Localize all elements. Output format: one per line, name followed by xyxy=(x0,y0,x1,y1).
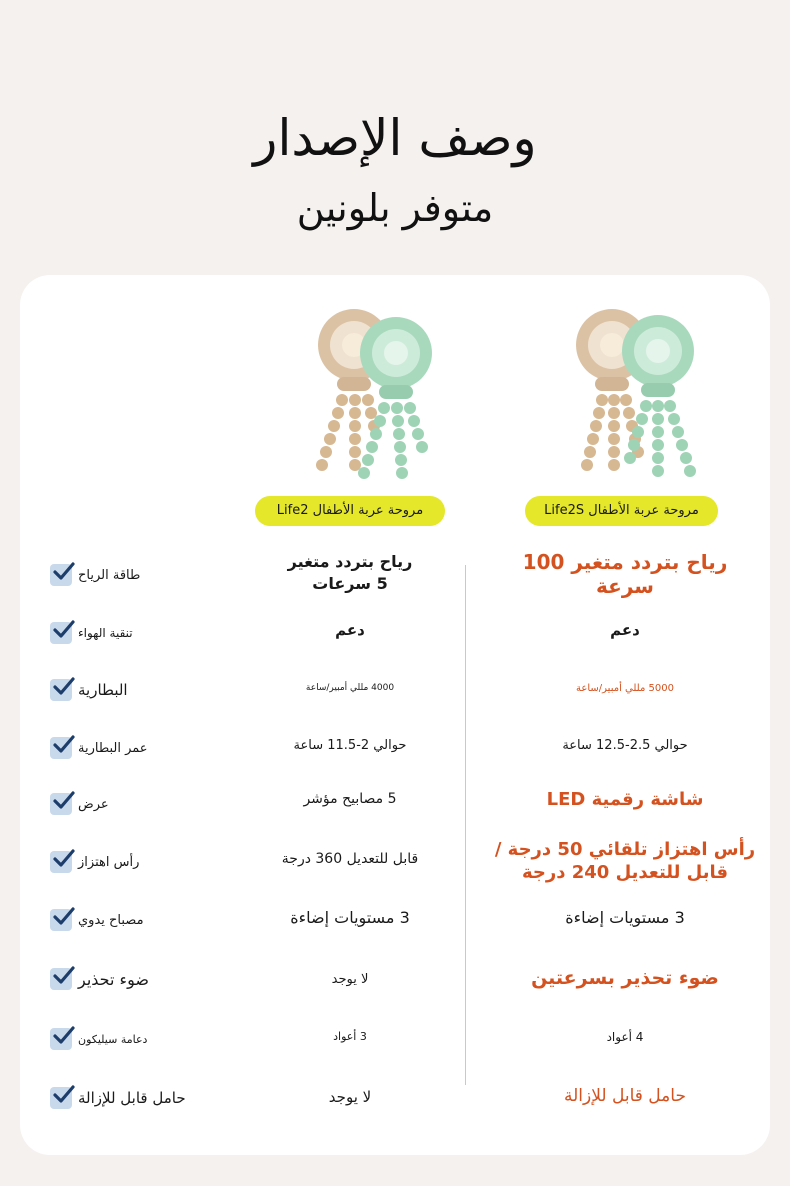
life2s-value: دعم xyxy=(610,621,640,639)
product-image-life2 xyxy=(292,305,452,485)
feature-row-oscillation xyxy=(50,848,139,876)
checkbox-icon xyxy=(50,1028,72,1050)
life2-value: لا يوجد xyxy=(328,1088,372,1106)
life2s-value: 4 أعواد xyxy=(606,1030,644,1044)
feature-row-purification xyxy=(50,619,133,647)
feature-row-wind xyxy=(50,561,140,589)
life2-value: رياح بتردد متغير 5 سرعات xyxy=(287,552,413,593)
feature-row-battery xyxy=(50,676,128,704)
life2-value: لا يوجد xyxy=(331,972,369,987)
feature-row-flashlight xyxy=(50,906,144,934)
checkbox-icon xyxy=(50,737,72,759)
product-label-life2: مروحة عربة الأطفال Life2 xyxy=(255,496,445,526)
life2-value: حوالي 2-11.5 ساعة xyxy=(293,738,407,753)
feature-row-silicone-stand xyxy=(50,1025,147,1053)
checkbox-icon xyxy=(50,909,72,931)
feature-label: تنقية الهواء xyxy=(78,626,133,640)
checkbox-icon xyxy=(50,851,72,873)
life2s-value: حوالي 2.5-12.5 ساعة xyxy=(562,738,688,753)
checkbox-icon xyxy=(50,793,72,815)
checkbox-icon xyxy=(50,679,72,701)
feature-label: عرض xyxy=(78,796,109,812)
feature-label: البطارية xyxy=(78,681,128,699)
life2-value: 4000 مللي أمبير/ساعة xyxy=(305,683,395,693)
checkbox-icon xyxy=(50,968,72,990)
feature-label: حامل قابل للإزالة xyxy=(78,1089,186,1107)
life2s-value: 5000 مللي أمبير/ساعة xyxy=(576,683,674,694)
comparison-card xyxy=(20,275,770,1155)
feature-label: ضوء تحذير xyxy=(78,969,149,989)
feature-label: مصباح يدوي xyxy=(78,912,144,928)
feature-row-battery-life xyxy=(50,734,148,762)
column-divider xyxy=(465,565,466,1085)
life2s-value: رياح بتردد متغير 100 سرعة xyxy=(522,550,728,598)
feature-row-removable-holder xyxy=(50,1084,186,1112)
life2s-value: شاشة رقمية LED xyxy=(546,789,704,810)
checkbox-icon xyxy=(50,1087,72,1109)
life2s-value: 3 مستويات إضاءة xyxy=(565,908,685,927)
page-title: وصف الإصدار xyxy=(253,109,537,167)
feature-label: دعامة سيليكون xyxy=(78,1032,148,1046)
feature-label: طاقة الرياح xyxy=(78,567,141,583)
life2-value: قابل للتعديل 360 درجة xyxy=(281,851,419,867)
life2-value: 3 أعواد xyxy=(333,1030,367,1043)
product-image-life2s xyxy=(572,305,732,485)
feature-label: عمر البطارية xyxy=(78,740,148,756)
life2-value: 5 مصابيح مؤشر xyxy=(303,791,397,807)
life2s-value: حامل قابل للإزالة xyxy=(564,1086,686,1106)
feature-label: رأس اهتزاز xyxy=(78,854,140,870)
checkbox-icon xyxy=(50,622,72,644)
life2s-value: رأس اهتزاز تلقائي 50 درجة / قابل للتعديل 240 درجة xyxy=(494,839,756,883)
product-label-life2s: مروحة عربة الأطفال Life2S xyxy=(525,496,718,526)
feature-row-display xyxy=(50,790,109,818)
life2s-value: ضوء تحذير بسرعتين xyxy=(531,967,719,989)
feature-row-warning-light xyxy=(50,965,149,993)
life2-value: 3 مستويات إضاءة xyxy=(290,908,410,927)
checkbox-icon xyxy=(50,564,72,586)
page-subtitle: متوفر بلونين xyxy=(296,186,494,230)
life2-value: دعم xyxy=(335,621,365,639)
